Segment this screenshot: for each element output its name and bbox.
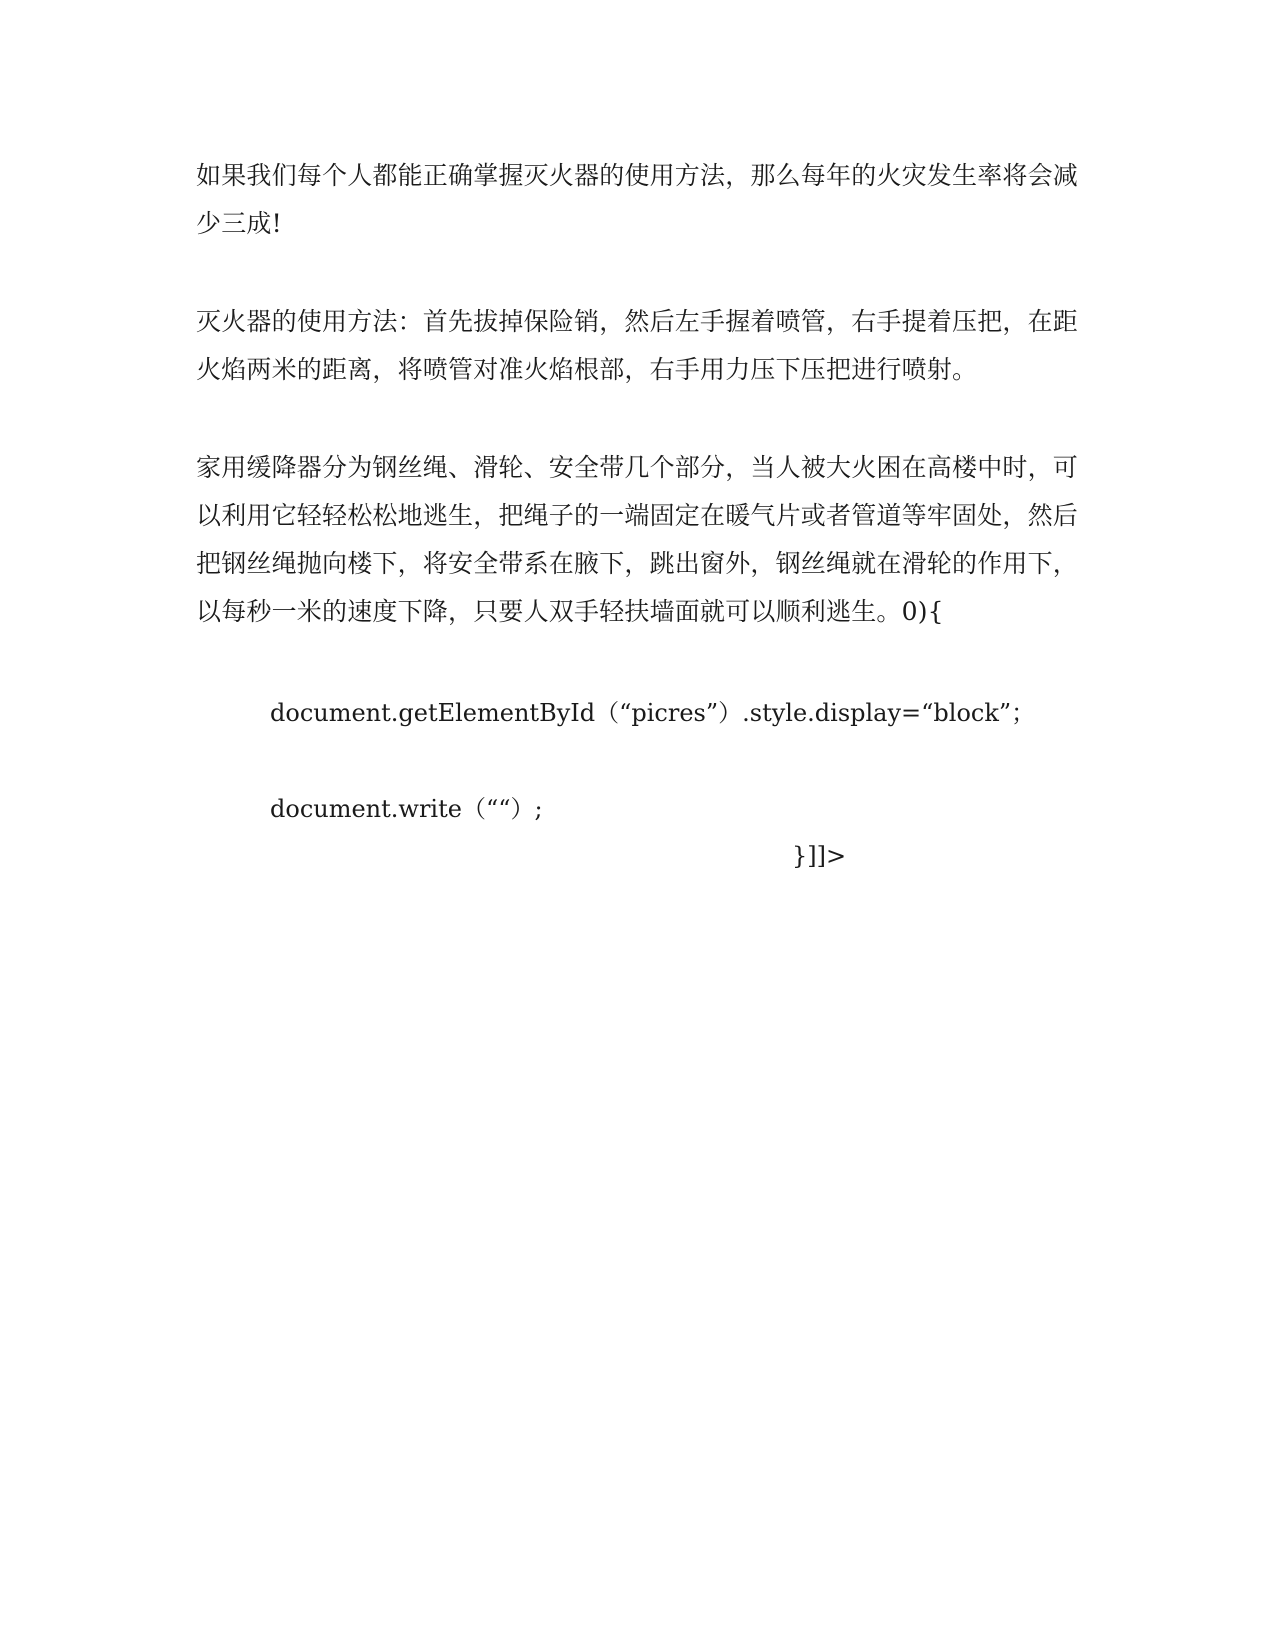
code-line-closing-bracket: }]]> <box>792 842 847 870</box>
paragraph-descent-device: 家用缓降器分为钢丝绳、滑轮、安全带几个部分，当人被大火困在高楼中时，可以利用它轻轻松松地逃生，把绳子的一端固定在暖气片或者管道等牢固处，然后把钢丝绳抛向楼下，将安全带系在腋下，跳出窗外，钢丝绳就在滑轮的作用下，以每秒一米的速度下降，只要人双手轻扶墙面就可以顺利逃生。0){ <box>196 453 1079 626</box>
paragraph-fire-extinguisher-usage: 灭火器的使用方法：首先拔掉保险销，然后左手握着喷管，右手提着压把，在距火焰两米的距离，将喷管对准火焰根部，右手用力压下压把进行喷射。 <box>196 307 1079 384</box>
code-line-document-write: document.write（““）; <box>270 795 543 823</box>
code-line-get-element: document.getElementById（“picres”）.style.display=“block”； <box>270 699 1036 727</box>
paragraph-fire-extinguisher-importance: 如果我们每个人都能正确掌握灭火器的使用方法，那么每年的火灾发生率将会减少三成! <box>196 161 1079 238</box>
